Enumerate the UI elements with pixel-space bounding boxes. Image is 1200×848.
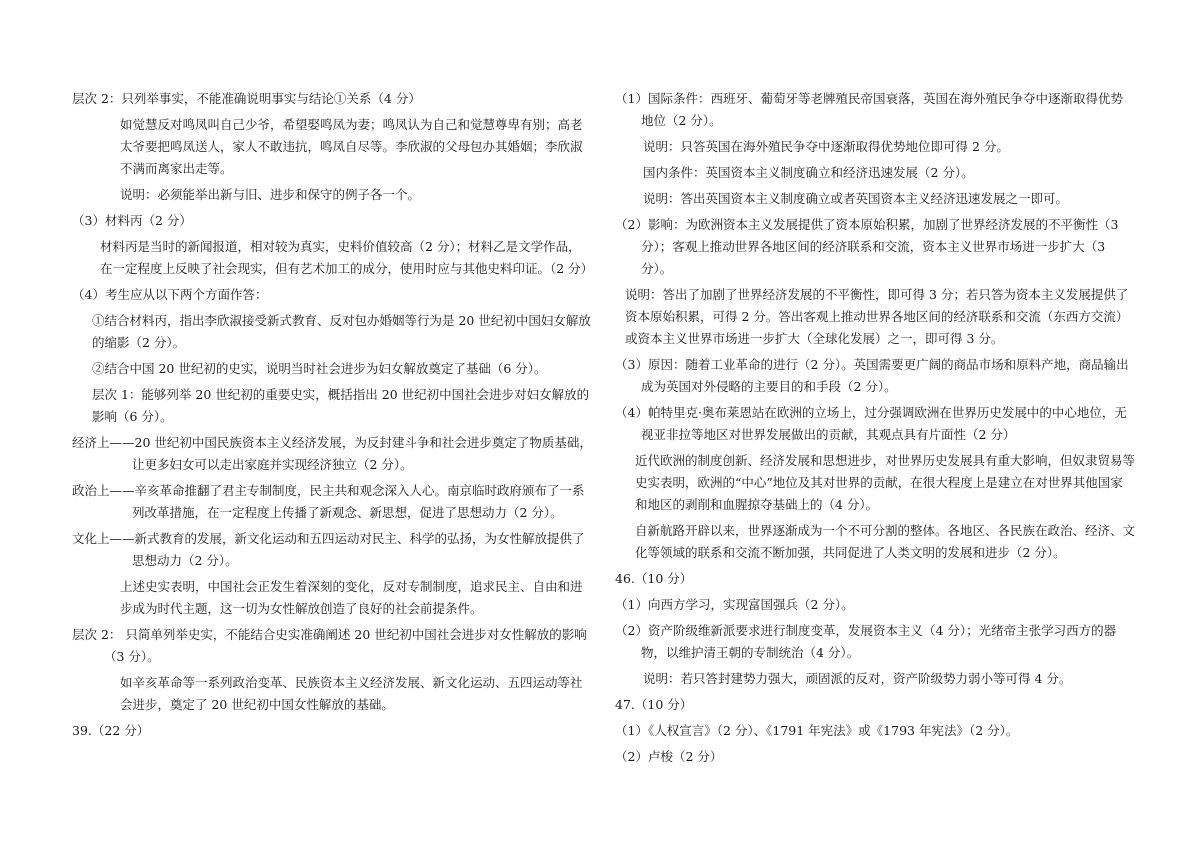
left-paragraph: 层次 1：能够列举 20 世纪初的重要史实，概括指出 20 世纪初中国社会进步对妇女解放的影响（6 分）。 <box>92 387 590 424</box>
left-paragraph: 文化上——新式教育的发展，新文化运动和五四运动对民主、科学的弘扬，为女性解放提供了思想动力（2 分）。 <box>72 531 585 568</box>
right-paragraph: 说明：答出了加剧了世界经济发展的不平衡性，即可得 3 分；若只答为资本主义发展提供了资本原始积累，可得 2 分。答出客观上推动世界各地区间的经济联系和交流（东西方交流）或资本主义世界市场进一步扩大（全球化发展）之一，即可得 3 分。 <box>625 287 1129 346</box>
right-paragraph: （2）影响：为欧洲资本主义发展提供了资本原始积累，加剧了世界经济发展的不平衡性（3 分）；客观上推动世界各地区间的经济联系和交流，资本主义世界市场进一步扩大（3 分）。 <box>615 217 1119 276</box>
left-paragraph: ②结合中国 20 世纪初的史实，说明当时社会进步为妇女解放奠定了基础（6 分）。 <box>92 361 547 376</box>
left-paragraph: 层次 2： 只简单列举史实，不能结合史实准确阐述 20 世纪初中国社会进步对女性解放的影响（3 分）。 <box>72 627 587 664</box>
left-paragraph: 政治上——辛亥革命推翻了君主专制制度，民主共和观念深入人心。南京临时政府颁布了一系列改革措施，在一定程度上传播了新观念、新思想，促进了思想动力（2 分）。 <box>72 483 585 520</box>
right-paragraph: （4）帕特里克·奥布莱恩站在欧洲的立场上，过分强调欧洲在世界历史发展中的中心地位，无视亚非拉等地区对世界发展做出的贡献，其观点具有片面性（2 分） <box>615 405 1127 442</box>
left-paragraph: 层次 2：只列举事实，不能准确说明事实与结论①关系（4 分） <box>72 91 421 106</box>
right-paragraph: 47.（10 分） <box>615 697 693 712</box>
right-paragraph: 近代欧洲的制度创新、经济发展和思想进步，对世界历史发展具有重大影响，但奴隶贸易等史实表明，欧洲的“中心”地位及其对世界的贡献，在很大程度上是建立在对世界其他国家和地区的剥削和血腥掠夺基础上的（4 分）。 <box>635 453 1136 512</box>
right-paragraph: 说明：只答英国在海外殖民争夺中逐渐取得优势地位即可得 2 分。 <box>643 139 1009 154</box>
left-column <box>72 88 592 746</box>
right-paragraph: （1）国际条件：西班牙、葡萄牙等老牌殖民帝国衰落，英国在海外殖民争夺中逐渐取得优势地位（2 分）。 <box>615 91 1123 128</box>
right-paragraph: 自新航路开辟以来，世界逐渐成为一个不可分割的整体。各地区、各民族在政治、经济、文化等领域的联系和交流不断加强，共同促进了人类文明的发展和进步（2 分）。 <box>635 523 1136 560</box>
left-paragraph: 如辛亥革命等一系列政治变革、民族资本主义经济发展、新文化运动、五四运动等社会进步，奠定了 20 世纪初中国女性解放的基础。 <box>120 675 583 712</box>
right-paragraph: （3）原因：随着工业革命的进行（2 分）。英国需要更广阔的商品市场和原料产地，商品输出成为英国对外侵略的主要目的和手段（2 分）。 <box>615 357 1129 394</box>
right-paragraph: （2）卢梭（2 分） <box>615 749 723 764</box>
left-paragraph: （4）考生应从以下两个方面作答： <box>72 287 268 302</box>
left-paragraph: （3）材料丙（2 分） <box>72 213 192 228</box>
right-paragraph: 说明：答出英国资本主义制度确立或者英国资本主义经济迅速发展之一即可。 <box>643 191 1069 206</box>
right-column <box>615 88 1135 772</box>
left-paragraph: 经济上——20 世纪初中国民族资本主义经济发展，为反封建斗争和社会进步奠定了物质基础，让更多妇女可以走出家庭并实现经济独立（2 分）。 <box>72 435 592 472</box>
left-paragraph: ①结合材料丙，指出李欣淑接受新式教育、反对包办婚姻等行为是 20 世纪初中国妇女解放的缩影（2 分）。 <box>92 313 591 350</box>
left-paragraph: 39.（22 分） <box>72 723 150 738</box>
right-paragraph: （1）向西方学习，实现富国强兵（2 分）。 <box>615 597 854 612</box>
left-paragraph: 说明：必须能举出新与旧、进步和保守的例子各一个。 <box>120 187 421 202</box>
left-paragraph: 上述史实表明，中国社会正发生着深刻的变化，反对专制制度，追求民主、自由和进步成为时代主题，这一切为女性解放创造了良好的社会前提条件。 <box>120 579 583 616</box>
left-paragraph: 如觉慧反对鸣凤叫自己少爷，希望娶鸣凤为妻；鸣凤认为自己和觉慧尊卑有别；高老太爷要把鸣凤送人，家人不敢违抗，鸣凤自尽等。李欣淑的父母包办其婚姻；李欣淑不满而离家出走等。 <box>120 117 583 176</box>
left-paragraph: 材料丙是当时的新闻报道，相对较为真实，史料价值较高（2 分）；材料乙是文学作品，在一定程度上反映了社会现实，但有艺术加工的成分，使用时应与其他史料印证。（2 分） <box>100 239 594 276</box>
right-paragraph: （1）《人权宣言》（2 分）、《1791 年宪法》或《1793 年宪法》（2 分）。 <box>615 723 1019 738</box>
right-paragraph: 说明：若只答封建势力强大，顽固派的反对，资产阶级势力弱小等可得 4 分。 <box>643 671 1072 686</box>
right-paragraph: （2）资产阶级维新派要求进行制度变革，发展资本主义（4 分）；光绪帝主张学习西方的器物，以维护清王朝的专制统治（4 分）。 <box>615 623 1117 660</box>
right-paragraph: 46.（10 分） <box>615 571 693 586</box>
right-paragraph: 国内条件：英国资本主义制度确立和经济迅速发展（2 分）。 <box>643 165 974 180</box>
